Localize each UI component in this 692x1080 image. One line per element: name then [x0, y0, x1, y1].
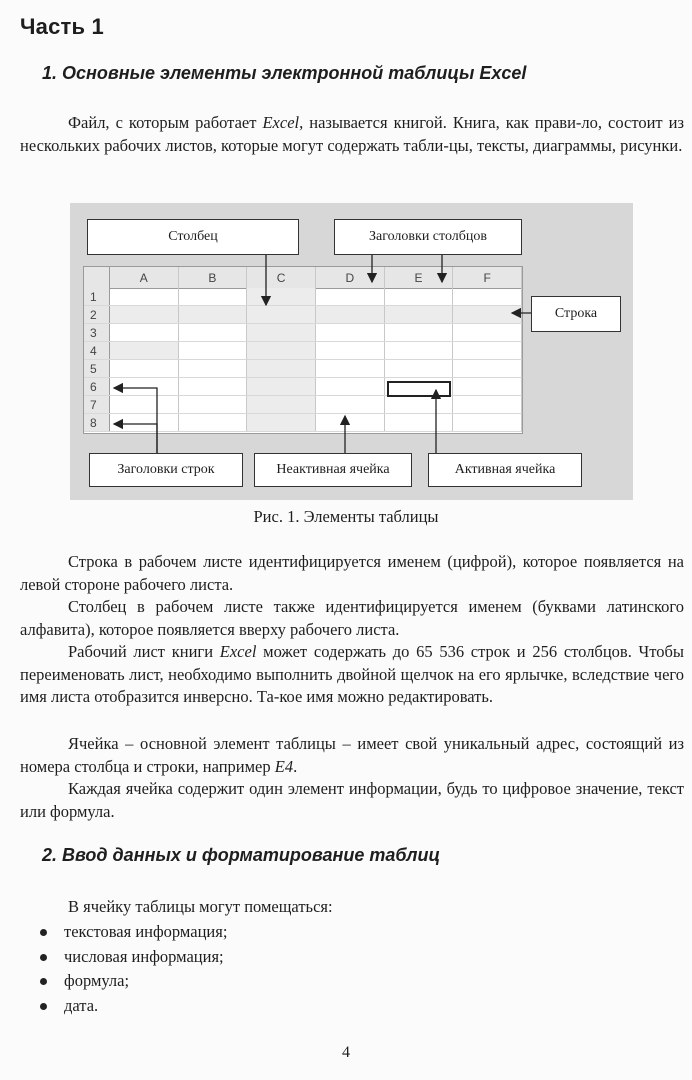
section-1-title: 1. Основные элементы электронной таблицы Excel: [42, 63, 527, 83]
paragraph-cell-content: Каждая ячейка содержит один элемент информации, будь то цифровое значение, текст или формула.: [20, 779, 684, 821]
section-2-intro: В ячейку таблицы могут помещаться:: [68, 897, 333, 916]
row-header-2: 2: [84, 306, 110, 323]
list-item: формула;: [38, 969, 227, 994]
callout-column-headers: Заголовки столбцов: [334, 219, 522, 255]
row-header-5: 5: [84, 360, 110, 377]
section-1-intro: Файл, с которым работает Excel, называется книгой. Книга, как прави-ло, состоит из нескольких рабочих листов, которые могут содержать табли-цы, тексты, диаграммы, рисунки.: [20, 113, 684, 155]
paragraph-cell: Ячейка – основной элемент таблицы – имеет свой уникальный адрес, состоящий из номера столбца и строки, например E4.: [20, 734, 684, 776]
figure-caption: Рис. 1. Элементы таблицы: [253, 507, 439, 526]
paragraph-worksheet: Рабочий лист книги Excel может содержать до 65 536 строк и 256 столбцов. Чтобы переименовать лист, необходимо выполнить двойной щелчок на его ярлычке, вследствие чего имя листа отобразится инверсно. Та-кое имя можно редактировать.: [20, 642, 684, 706]
column-header-b: B: [179, 267, 248, 288]
callout-active-cell: Активная ячейка: [428, 453, 582, 487]
column-header-a: A: [110, 267, 179, 288]
row-header-7: 7: [84, 396, 110, 413]
list-item: текстовая информация;: [38, 920, 227, 945]
list-item: числовая информация;: [38, 945, 227, 970]
row-header-6: 6: [84, 378, 110, 395]
callout-row-headers: Заголовки строк: [89, 453, 243, 487]
column-header-f: F: [453, 267, 522, 288]
row-header-1: 1: [84, 288, 110, 305]
column-header-e: E: [385, 267, 454, 288]
callout-column: Столбец: [87, 219, 299, 255]
arrow-to-row-header-6: [114, 388, 157, 453]
list-item: дата.: [38, 994, 227, 1019]
section-2-title: 2. Ввод данных и форматирование таблиц: [42, 845, 441, 865]
row-header-3: 3: [84, 324, 110, 341]
column-header-c: C: [247, 267, 316, 288]
pointer-arrows: [70, 203, 633, 500]
content-types-list: [38, 920, 227, 1018]
arrow-to-row-header-8: [114, 424, 157, 453]
figure-spreadsheet-elements: [70, 203, 633, 500]
row-header-8: 8: [84, 414, 110, 431]
callout-inactive-cell: Неактивная ячейка: [254, 453, 412, 487]
callout-row: Строка: [531, 296, 621, 332]
page-number: 4: [342, 1044, 350, 1061]
column-header-d: D: [316, 267, 385, 288]
row-header-4: 4: [84, 342, 110, 359]
paragraph-row: Строка в рабочем листе идентифицируется именем (цифрой), которое появляется на левой стороне рабочего листа.: [20, 552, 684, 594]
part-title: Часть 1: [20, 14, 104, 39]
paragraph-column: Столбец в рабочем листе также идентифицируется именем (буквами латинского алфавита), которое появляется вверху рабочего листа.: [20, 597, 684, 639]
